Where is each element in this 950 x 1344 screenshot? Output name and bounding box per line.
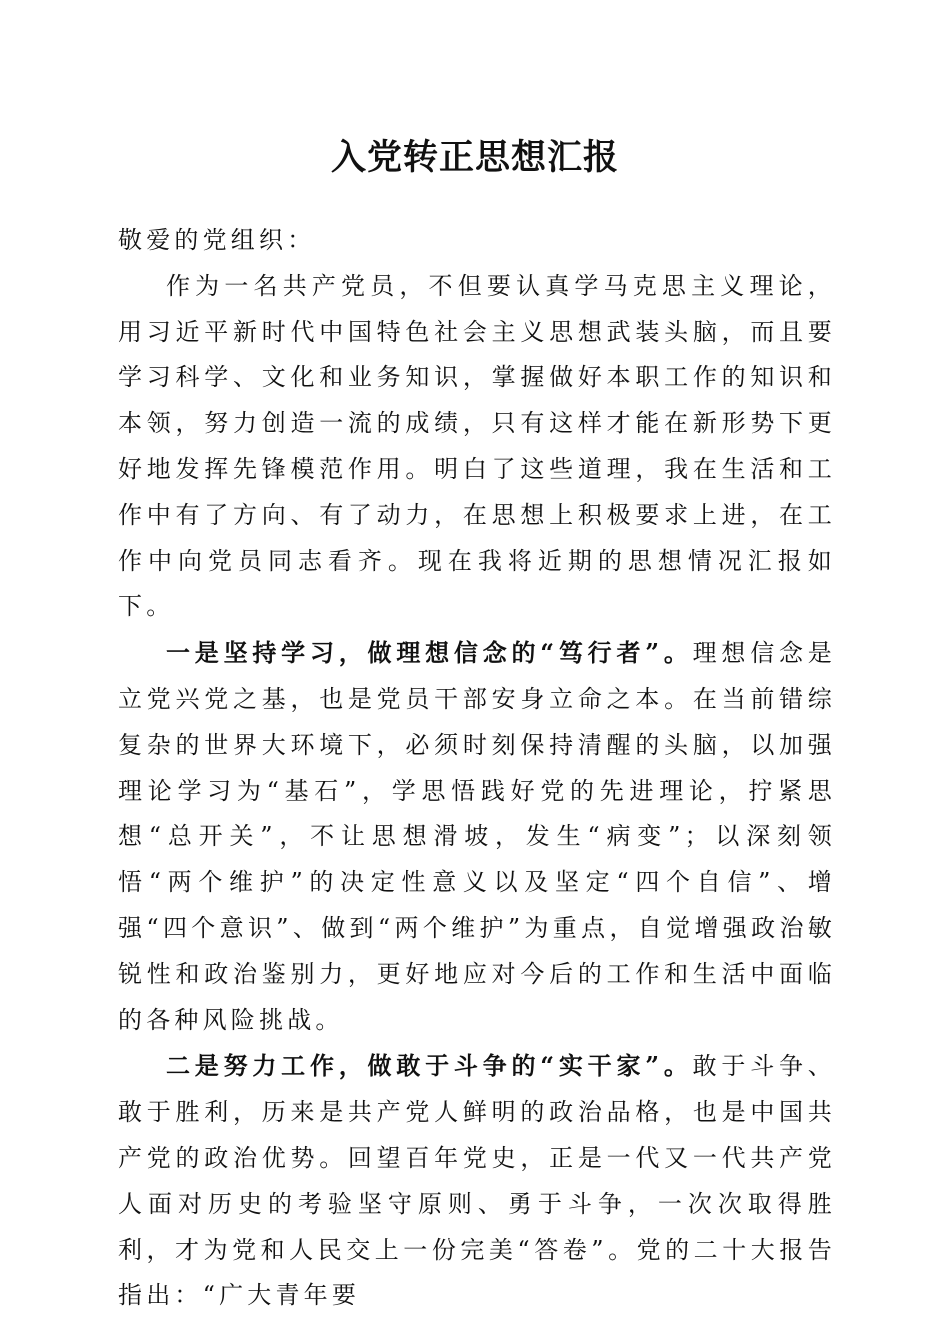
paragraph-point-one: [118, 630, 836, 1043]
document-title: 入党转正思想汇报: [330, 137, 619, 178]
paragraph-text: 作为一名共产党员，不但要认真学马克思主义理论，用习近平新时代中国特色社会主义思想武装头脑，而且要学习科学、文化和业务知识，掌握做好本职工作的知识和本领，努力创造一流的成绩，只有这样才能在新形势下更好地发挥先锋模范作用。明白了这些道理，我在生活和工作中有了方向、有了动力，在思想上积极要求上进，在工作中向党员同志看齐。现在我将近期的思想情况汇报如下。: [118, 271, 836, 621]
document-body: [118, 218, 836, 1319]
paragraph-text: 理想信念是立党兴党之基，也是党员干部安身立命之本。在当前错综复杂的世界大环境下，必须时刻保持清醒的头脑，以加强理论学习为“基石”，学思悟践好党的先进理论，拧紧思想“总开关”，不让思想滑坡，发生“病变”；以深刻领悟“两个维护”的决定性意义以及坚定“四个自信”、增强“四个意识”、做到“两个维护”为重点，自觉增强政治敏锐性和政治鉴别力，更好地应对今后的工作和生活中面临的各种风险挑战。: [118, 639, 836, 1034]
paragraph-intro: [118, 264, 836, 630]
paragraph-lead: 一是坚持学习，做理想信念的“笃行者”。: [166, 638, 693, 668]
paragraph-lead: 二是努力工作，做敢于斗争的“实干家”。: [166, 1051, 693, 1081]
paragraph-text: 敢于斗争、敢于胜利，历来是共产党人鲜明的政治品格，也是中国共产党的政治优势。回望百年党史，正是一代又一代共产党人面对历史的考验坚守原则、勇于斗争，一次次取得胜利，才为党和人民交上一份完美“答卷”。党的二十大报告指出：“广大青年要: [118, 1052, 836, 1310]
paragraph-point-two: [118, 1043, 836, 1319]
salutation: 敬爱的党组织：: [118, 226, 316, 254]
